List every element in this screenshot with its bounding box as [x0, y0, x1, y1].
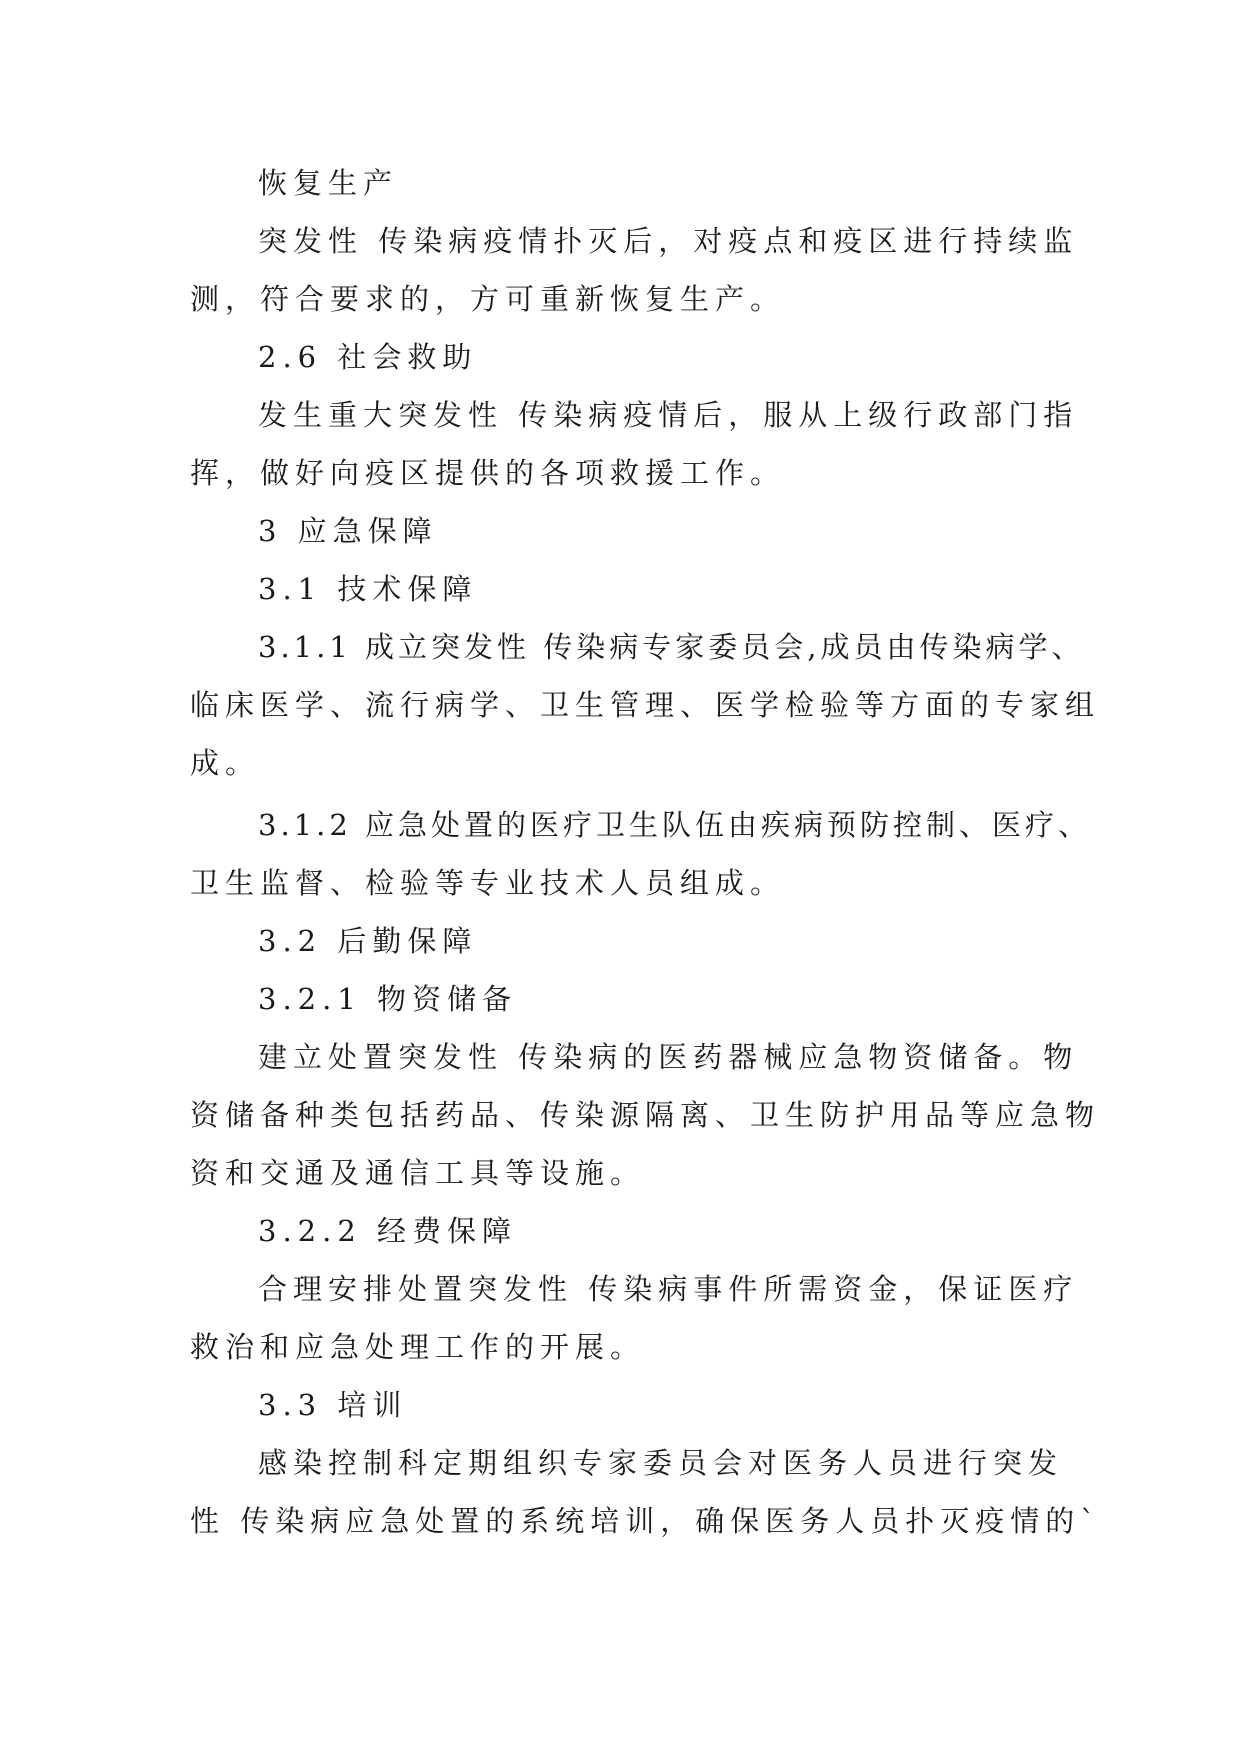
text-line: 发生重大突发性 传染病疫情后，服从上级行政部门指	[258, 398, 1079, 432]
text-line: 突发性 传染病疫情扑灭后，对疫点和疫区进行持续监	[258, 224, 1079, 258]
section-heading: 2.6 社会救助	[258, 340, 478, 374]
section-heading: 3.2.1 物资储备	[258, 982, 518, 1016]
text-line: 资储备种类包括药品、传染源隔离、卫生防护用品等应急物	[190, 1098, 1101, 1132]
text-line: 临床医学、流行病学、卫生管理、医学检验等方面的专家组	[190, 688, 1101, 722]
text-line: 恢复生产	[258, 166, 399, 200]
text-line: 3.1.2 应急处置的医疗卫生队伍由疾病预防控制、医疗、	[258, 808, 1092, 842]
text-line: 救治和应急处理工作的开展。	[190, 1330, 646, 1364]
text-line: 挥，做好向疫区提供的各项救援工作。	[190, 456, 786, 490]
section-heading: 3 应急保障	[258, 514, 438, 548]
section-heading: 3.2.2 经费保障	[258, 1214, 518, 1248]
text-line: 成。	[190, 746, 261, 780]
text-line: 测，符合要求的，方可重新恢复生产。	[190, 282, 786, 316]
text-line: 3.1.1 成立突发性 传染病专家委员会,成员由传染病学、	[258, 630, 1085, 664]
text-line: 卫生监督、检验等专业技术人员组成。	[190, 866, 786, 900]
text-line: 建立处置突发性 传染病的医药器械应急物资储备。物	[258, 1040, 1079, 1074]
section-heading: 3.2 后勤保障	[258, 924, 478, 958]
text-line: 感染控制科定期组织专家委员会对医务人员进行突发	[258, 1446, 1064, 1480]
text-line: 资和交通及通信工具等设施。	[190, 1156, 646, 1190]
section-heading: 3.1 技术保障	[258, 572, 478, 606]
text-line: 合理安排处置突发性 传染病事件所需资金，保证医疗	[258, 1272, 1079, 1306]
section-heading: 3.3 培训	[258, 1388, 408, 1422]
text-line: 性 传染病应急处置的系统培训，确保医务人员扑灭疫情的`	[190, 1504, 1101, 1538]
